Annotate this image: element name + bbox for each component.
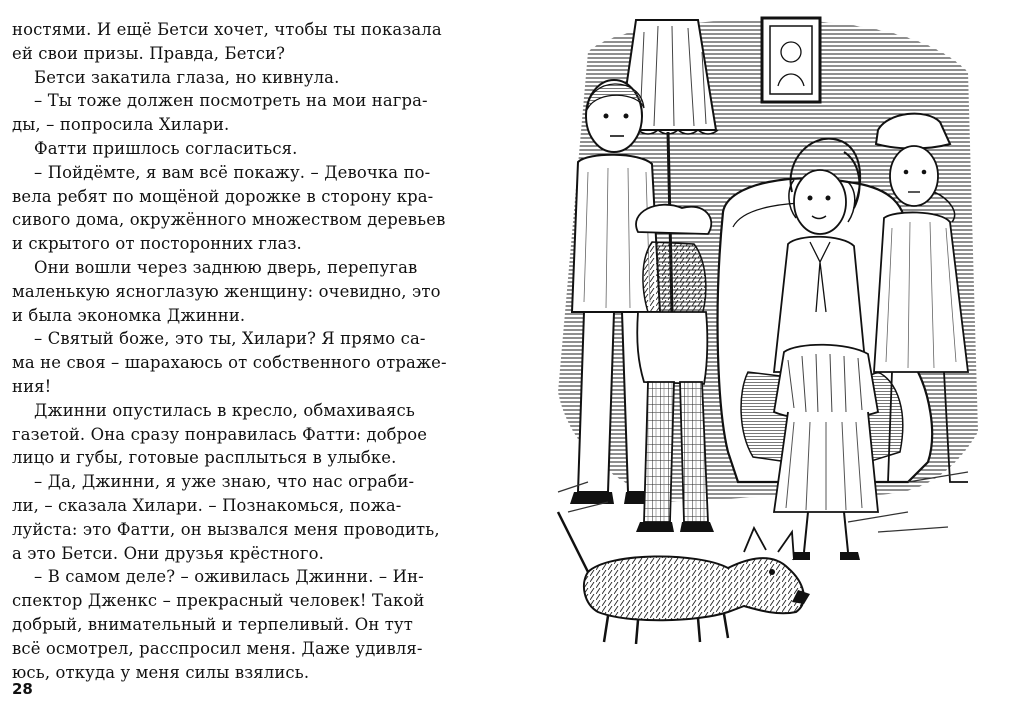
wall-portrait	[762, 18, 820, 102]
text-line: добрый, внимательный и терпеливый. Он тут	[12, 614, 413, 634]
text-line: – Святый боже, это ты, Хилари? Я прямо са-	[34, 329, 426, 349]
illustration	[548, 12, 1000, 644]
body-text	[12, 18, 447, 684]
text-line: спектор Дженкс – прекрасный человек! Такой	[12, 591, 425, 611]
text-line: Бетси закатила глаза, но кивнула.	[34, 67, 340, 87]
text-line: Они вошли через заднюю дверь, перепугав	[34, 257, 418, 277]
text-line: вела ребят по мощёной дорожке в сторону кра-	[12, 186, 434, 206]
text-line: всё осмотрел, расспросил меня. Даже удивля-	[12, 638, 423, 658]
text-line: сивого дома, окружённого множеством деревьев	[12, 210, 446, 230]
text-line: а это Бетси. Они друзья крёстного.	[12, 543, 325, 563]
text-line: ды, – попросила Хилари.	[12, 115, 230, 135]
text-line: – В самом деле? – оживилась Джинни. – Ин-	[34, 567, 424, 587]
text-line: ей свои призы. Правда, Бетси?	[12, 43, 286, 63]
text-line: – Ты тоже должен посмотреть на мои награ-	[34, 91, 428, 111]
text-line: и была экономка Джинни.	[12, 305, 246, 325]
text-line: газетой. Она сразу понравилась Фатти: доброе	[12, 424, 428, 444]
text-line: ния!	[12, 376, 52, 396]
text-line: и скрытого от посторонних глаз.	[12, 234, 302, 254]
text-line: – Да, Джинни, я уже знаю, что нас ограби-	[34, 472, 415, 492]
page-number: 28	[12, 680, 33, 698]
text-line: лицо и губы, готовые расплыться в улыбке.	[12, 448, 397, 468]
text-line: ма не своя – шарахаюсь от собственного отраже-	[12, 353, 447, 373]
text-line: ли, – сказала Хилари. – Познакомься, пожа-	[12, 495, 402, 515]
text-line: Фатти пришлось согласиться.	[34, 138, 298, 158]
text-line: маленькую ясноглазую женщину: очевидно, это	[12, 281, 441, 301]
text-line: – Пойдёмте, я вам всё покажу. – Девочка по-	[34, 162, 431, 182]
text-line: Джинни опустилась в кресло, обмахиваясь	[34, 400, 415, 420]
text-line: ностями. И ещё Бетси хочет, чтобы ты показала	[12, 20, 442, 39]
text-line: юсь, откуда у меня силы взялись.	[12, 662, 310, 682]
text-line: луйста: это Фатти, он вызвался меня проводить,	[12, 519, 440, 539]
